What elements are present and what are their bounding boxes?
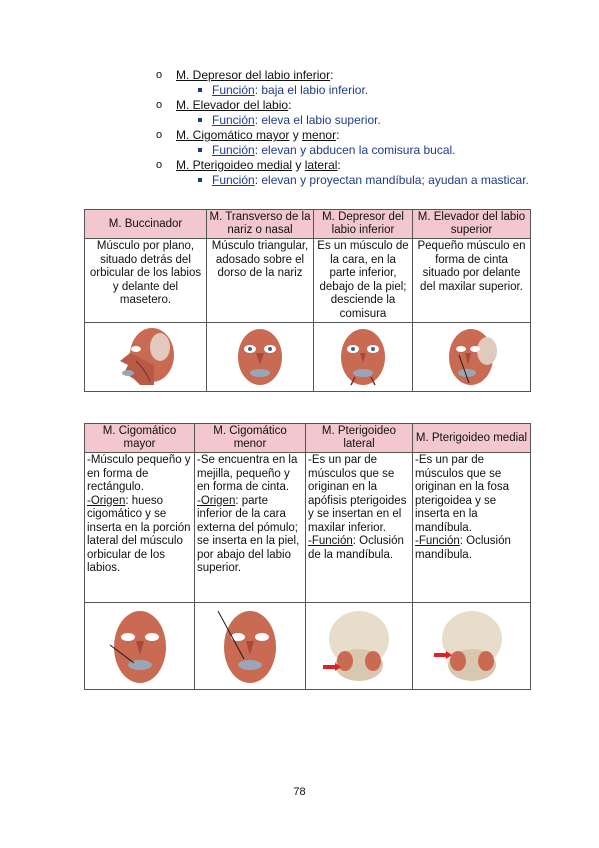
header-cigomatico-mayor: M. Cigomático mayor bbox=[85, 424, 195, 453]
muscle-table-1 bbox=[84, 209, 531, 392]
sub-bullet-pterigoideo: Función: elevan y proyectan mandíbula; ayudan a masticar. bbox=[156, 173, 536, 188]
desc-depresor: Es un músculo de la cara, en la parte inferior, debajo de la piel; desciende la comisura bbox=[314, 239, 413, 323]
bullet-pterigoideo: o M. Pterigoideo medial y lateral: bbox=[156, 158, 341, 172]
desc-elevador: Pequeño músculo en forma de cinta situado por delante del maxilar superior. bbox=[413, 239, 531, 323]
header-pterigoideo-medial: M. Pterigoideo medial bbox=[413, 424, 531, 453]
bullet-elevador: o M. Elevador del labio: bbox=[156, 98, 292, 112]
skull-illustration bbox=[432, 605, 512, 687]
face-front-illustration bbox=[104, 605, 176, 687]
header-elevador: M. Elevador del labio superior bbox=[413, 210, 531, 239]
header-transverso: M. Transverso de la nariz o nasal bbox=[207, 210, 314, 239]
sub-bullet-cigomatico: Función: elevan y abducen la comisura bucal. bbox=[156, 143, 536, 158]
header-cigomatico-menor: M. Cigomático menor bbox=[195, 424, 306, 453]
header-buccinador: M. Buccinador bbox=[85, 210, 207, 239]
face-profile-illustration bbox=[106, 325, 186, 389]
header-depresor: M. Depresor del labio inferior bbox=[314, 210, 413, 239]
desc-buccinador: Músculo por plano, situado detrás del orbicular de los labios y delante del masetero. bbox=[85, 239, 207, 323]
desc-cigomatico-mayor: -Músculo pequeño y en forma de rectángulo. -Origen: hueso cigomático y se inserta en la porción lateral del músculo orbicular de los labios. bbox=[85, 453, 195, 603]
face-front-illustration bbox=[228, 325, 292, 389]
image-buccinador bbox=[85, 323, 207, 392]
face-three-quarter-illustration bbox=[437, 325, 507, 389]
image-cigomatico-mayor bbox=[85, 603, 195, 690]
desc-pterigoideo-medial: -Es un par de músculos que se originan en la fosa pterigoidea y se inserta en la mandíbula. -Función: Oclusión mandíbula. bbox=[413, 453, 531, 603]
desc-transverso: Músculo triangular, adosado sobre el dorso de la nariz bbox=[207, 239, 314, 323]
sub-bullet-depresor: Función: baja el labio inferior. bbox=[156, 83, 536, 98]
table-header-row bbox=[85, 424, 531, 453]
table-image-row bbox=[85, 603, 531, 690]
image-pterigoideo-lateral bbox=[306, 603, 413, 690]
image-cigomatico-menor bbox=[195, 603, 306, 690]
skull-illustration bbox=[319, 605, 399, 687]
table-row bbox=[85, 239, 531, 323]
bullet-list bbox=[156, 68, 536, 188]
face-front-illustration bbox=[214, 605, 286, 687]
image-pterigoideo-medial bbox=[413, 603, 531, 690]
muscle-table-2 bbox=[84, 423, 531, 690]
desc-pterigoideo-lateral: -Es un par de músculos que se originan en la apófisis pterigoides y se insertan en el maxilar inferior. -Función: Oclusión de la mandíbula. bbox=[306, 453, 413, 603]
image-depresor bbox=[314, 323, 413, 392]
image-elevador bbox=[413, 323, 531, 392]
table-header-row bbox=[85, 210, 531, 239]
bullet-depresor: o M. Depresor del labio inferior: bbox=[156, 68, 334, 82]
page-number: 78 bbox=[293, 786, 306, 798]
header-pterigoideo-lateral: M. Pterigoideo lateral bbox=[306, 424, 413, 453]
bullet-cigomatico: o M. Cigomático mayor y menor: bbox=[156, 128, 340, 142]
table-row bbox=[85, 453, 531, 603]
table-image-row bbox=[85, 323, 531, 392]
face-front-illustration bbox=[331, 325, 395, 389]
sub-bullet-elevador: Función: eleva el labio superior. bbox=[156, 113, 536, 128]
desc-cigomatico-menor: -Se encuentra en la mejilla, pequeño y en forma de cinta. -Origen: parte inferior de la cara externa del pómulo; se inserta en la piel, por abajo del labio superior. bbox=[195, 453, 306, 603]
image-transverso bbox=[207, 323, 314, 392]
